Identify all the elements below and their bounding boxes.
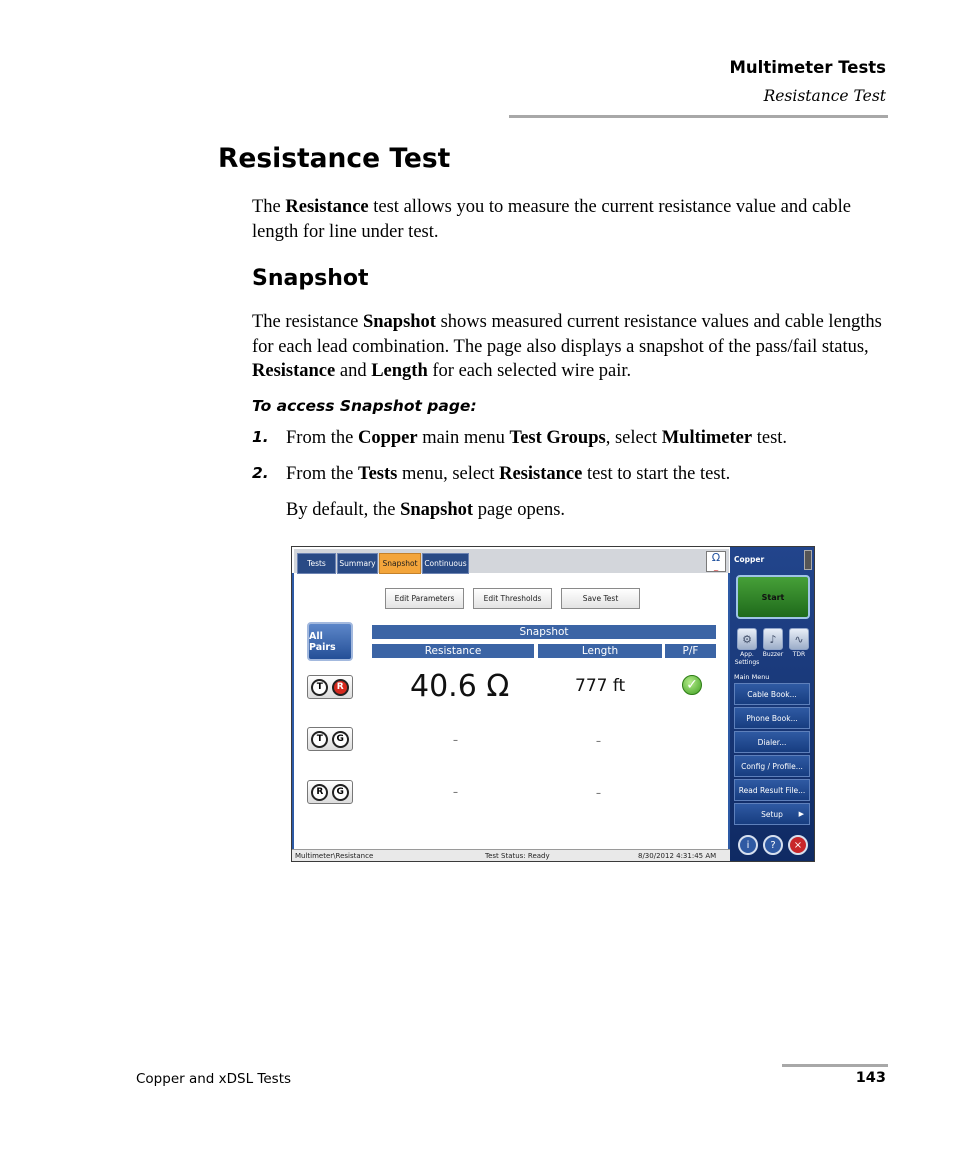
resistance-value: 40.6 Ω [410, 669, 510, 704]
battery-icon [804, 550, 812, 570]
para-bold: Resistance [252, 361, 336, 381]
status-bar [292, 849, 730, 862]
ohm-symbol: Ω [711, 551, 721, 564]
step-text: menu, select [397, 464, 500, 484]
wrench-icon[interactable]: ⚙ [737, 628, 757, 650]
step-text: test to start the test. [582, 464, 731, 484]
step-text: From the [286, 464, 358, 484]
pair-tg-button[interactable] [307, 727, 353, 751]
tip-lead: T [311, 679, 328, 696]
info-icon[interactable]: i [738, 835, 758, 855]
length-value: 777 ft [575, 676, 626, 696]
para-text: shows measured current resistance values and cable lengths for each lead combination. The page also displays a snapshot of the pass/fail status, [252, 312, 882, 357]
setup-label: Setup [761, 809, 783, 819]
status-datetime: 8/30/2012 4:31:45 AM [638, 852, 717, 860]
tdr-label: TDR [792, 651, 806, 658]
ground-lead: G [332, 731, 349, 748]
step-text: From the [286, 428, 358, 448]
default-note [286, 498, 896, 523]
note-text: By default, the [286, 500, 401, 520]
step-2-text [286, 462, 896, 487]
para-bold: Length [371, 361, 428, 381]
para-text: for each selected wire pair. [427, 361, 632, 381]
step-bold: Tests [357, 464, 398, 484]
snapshot-paragraph [252, 310, 892, 384]
step-text: test. [752, 428, 788, 448]
tab-bar [294, 549, 729, 573]
pair-rg-button[interactable] [307, 780, 353, 804]
menu-config-profile[interactable]: Config / Profile... [734, 755, 810, 777]
menu-read-result-file[interactable]: Read Result File... [734, 779, 810, 801]
ring-lead: R [332, 679, 349, 696]
edit-thresholds-button[interactable]: Edit Thresholds [473, 588, 552, 609]
procedure-label: To access Snapshot page: [252, 397, 477, 415]
step-text: main menu [417, 428, 510, 448]
column-length: Length [538, 644, 662, 658]
menu-phone-book[interactable]: Phone Book... [734, 707, 810, 729]
footer-divider [782, 1064, 888, 1067]
column-resistance: Resistance [372, 644, 534, 658]
side-title: Copper [734, 555, 765, 564]
length-value: – [596, 736, 601, 747]
intro-text: test allows you to measure the current resistance value and cable length for line under test. [252, 197, 851, 242]
note-text: page opens. [473, 500, 566, 520]
tab-tests[interactable]: Tests [297, 553, 336, 574]
column-pass-fail: P/F [665, 644, 716, 658]
tab-continuous[interactable]: Continuous [422, 553, 469, 574]
content-area [292, 573, 730, 849]
ground-lead: G [332, 784, 349, 801]
step-bold: Multimeter [661, 428, 753, 448]
snapshot-screenshot [291, 546, 815, 862]
footer-book-title: Copper and xDSL Tests [136, 1071, 292, 1087]
app-settings-label: App. Settings [734, 651, 760, 666]
start-button[interactable]: Start [736, 575, 810, 619]
tab-summary[interactable]: Summary [337, 553, 378, 574]
note-bold: Snapshot [400, 500, 474, 520]
header-divider [509, 115, 888, 118]
running-header-section: Multimeter Tests [729, 58, 886, 77]
step-bold: Resistance [499, 464, 583, 484]
para-text: and [335, 361, 372, 381]
wave-glyph: ~ [713, 567, 719, 575]
menu-dialer[interactable]: Dialer... [734, 731, 810, 753]
snapshot-table-title: Snapshot [372, 625, 716, 639]
tip-lead: T [311, 731, 328, 748]
resistance-value: – [453, 787, 458, 798]
ring-lead: R [311, 784, 328, 801]
para-bold: Snapshot [362, 312, 436, 332]
waveform-icon[interactable]: ∿ [789, 628, 809, 650]
step-bold: Test Groups [509, 428, 606, 448]
intro-text: The [252, 197, 286, 217]
step-bold: Copper [357, 428, 418, 448]
menu-setup[interactable] [734, 803, 810, 825]
length-value: – [596, 788, 601, 799]
snapshot-heading: Snapshot [252, 266, 369, 291]
running-header-subsection: Resistance Test [763, 87, 886, 105]
pair-tr-button[interactable] [307, 675, 353, 699]
page-number: 143 [855, 1070, 886, 1086]
main-menu-heading: Main Menu [734, 673, 770, 681]
chevron-right-icon: ▶ [798, 810, 804, 818]
step-number: 1. [252, 428, 269, 446]
help-icon[interactable]: ? [763, 835, 783, 855]
step-text: , select [605, 428, 662, 448]
resistance-value: – [453, 735, 458, 746]
para-text: The resistance [252, 312, 363, 332]
pass-check-icon: ✓ [682, 675, 702, 695]
status-test: Test Status: Ready [485, 852, 550, 860]
menu-cable-book[interactable]: Cable Book... [734, 683, 810, 705]
buzzer-label: Buzzer [762, 651, 784, 658]
intro-bold: Resistance [285, 197, 369, 217]
copper-side-panel [730, 547, 815, 862]
intro-paragraph [252, 195, 892, 244]
tab-snapshot[interactable]: Snapshot [379, 553, 421, 574]
all-pairs-button[interactable]: All Pairs [307, 622, 353, 661]
edit-parameters-button[interactable]: Edit Parameters [385, 588, 464, 609]
speaker-icon[interactable]: ♪ [763, 628, 783, 650]
save-test-button[interactable]: Save Test [561, 588, 640, 609]
ohm-icon[interactable] [706, 551, 726, 575]
close-icon[interactable]: × [788, 835, 808, 855]
step-number: 2. [252, 464, 269, 482]
page-title: Resistance Test [218, 143, 451, 174]
status-path: Multimeter\Resistance [295, 852, 374, 860]
step-1-text [286, 426, 896, 451]
